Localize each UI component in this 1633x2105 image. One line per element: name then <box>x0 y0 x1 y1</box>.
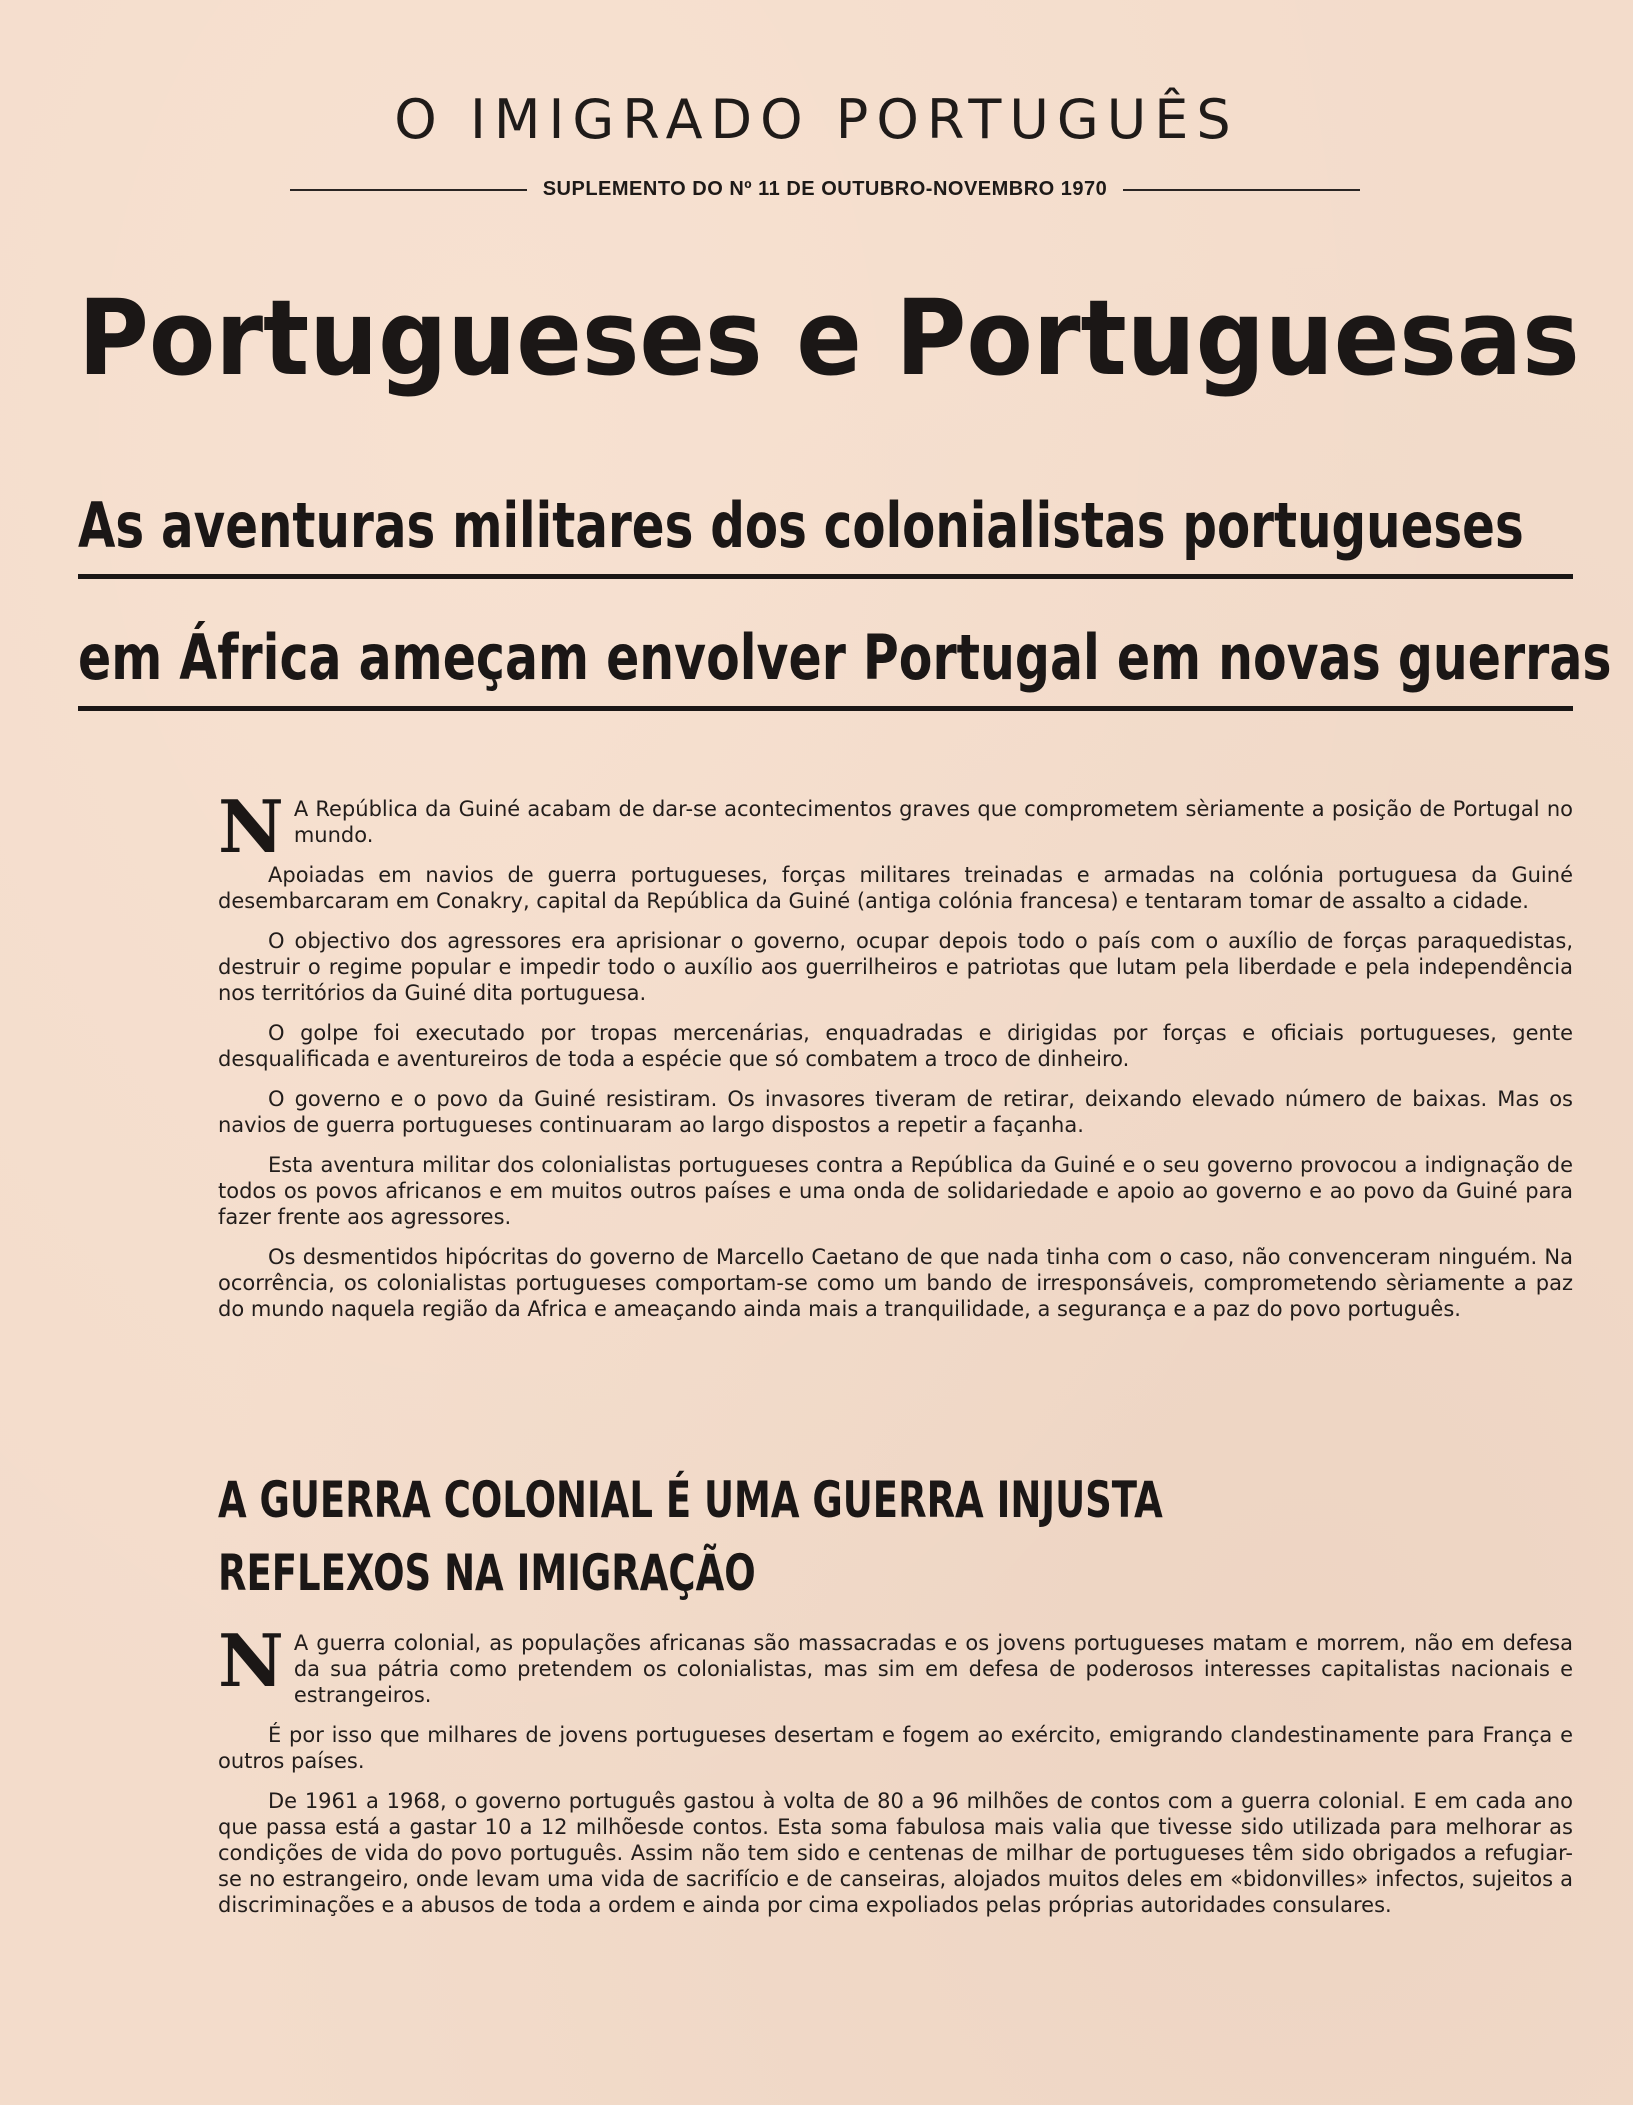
paragraph: O golpe foi executado por tropas mercenárias, enquadradas e dirigidas por forças e oficiais portugueses, gente desqualificada e aventureiros de toda a espécie que só combatem a troco de dinheiro. <box>218 1021 1573 1071</box>
paragraph: De 1961 a 1968, o governo português gastou à volta de 80 a 96 milhões de contos com a guerra colonial. E em cada ano que passa está a gastar 10 a 12 milhõesde contos. Esta soma fabulosa mais valia que tivesse sido utilizada para melhorar as condições de vida do povo português. Assim não tem sido e centenas de milhar de portugueses têm sido obrigados a refugiar-se no estrangeiro, onde levam uma vida de sacrifício e de canseiras, alojados muitos deles em «bidonvilles» infectos, sujeitos a discriminações e a abusos de toda a ordem e ainda por cima expoliados pelas próprias autoridades consulares. <box>218 1789 1573 1917</box>
drop-cap: N <box>218 1618 284 1703</box>
subheadline-rule-2 <box>78 706 1573 711</box>
left-rule <box>290 189 527 191</box>
supplement-line <box>290 178 1360 201</box>
paragraph: O objectivo dos agressores era aprisionar o governo, ocupar depois todo o país com o auxílio de forças paraquedistas, destruir o regime popular e impedir todo o auxílio aos guerrilheiros e patriotas que lutam pela liberdade e pela independência nos territórios da Guiné dita portuguesa. <box>218 929 1573 1005</box>
article-body-2 <box>218 1618 1573 1932</box>
drop-cap: N <box>218 784 284 869</box>
section-heading-line-1: A GUERRA COLONIAL É UMA GUERRA INJUSTA <box>218 1471 1163 1529</box>
supplement-text: SUPLEMENTO DO Nº 11 DE OUTUBRO-NOVEMBRO 1970 <box>542 178 1108 200</box>
right-rule <box>1123 189 1360 191</box>
paragraph: É por isso que milhares de jovens portugueses desertam e fogem ao exército, emigrando clandestinamente para França e outros países. <box>218 1723 1573 1773</box>
paragraph: Esta aventura militar dos colonialistas portugueses contra a República da Guiné e o seu governo provocou a indignação de todos os povos africanos e em muitos outros países e uma onda de solidariedade e apoio ao governo e ao povo da Guiné para fazer frente aos agressores. <box>218 1153 1573 1229</box>
article-body-1 <box>218 784 1573 1336</box>
section-heading-line-2: REFLEXOS NA IMIGRAÇÃO <box>218 1544 756 1602</box>
paragraph: N A guerra colonial, as populações africanas são massacradas e os jovens portugueses matam e morrem, não em defesa da sua pátria como pretendem os colonialistas, mas sim em defesa de poderosos interesses capitalistas nacionais e estrangeiros. <box>218 1618 1573 1707</box>
main-headline: Portugueses e Portuguesas <box>78 277 1580 399</box>
subheadline-line-1: As aventuras militares dos colonialistas portugueses <box>78 489 1524 562</box>
paragraph: Apoiadas em navios de guerra portugueses, forças militares treinadas e armadas na colónia portuguesa da Guiné desembarcaram em Conakry, capital da República da Guiné (antiga colónia francesa) e tentaram tomar de assalto a cidade. <box>218 863 1573 913</box>
paragraph: Os desmentidos hipócritas do governo de Marcello Caetano de que nada tinha com o caso, não convenceram ninguém. Na ocorrência, os colonialistas portugueses comportam-se como um bando de irresponsáveis, comprometendo sèriamente a paz do mundo naquela região da Africa e ameaçando ainda mais a tranquilidade, a segurança e a paz do povo português. <box>218 1245 1573 1321</box>
paragraph: N A República da Guiné acabam de dar-se acontecimentos graves que comprometem sèriamente a posição de Portugal no mundo. <box>218 784 1573 869</box>
masthead-title: O IMIGRADO PORTUGUÊS <box>394 88 1239 151</box>
subheadline-line-2: em África ameçam envolver Portugal em novas guerras <box>78 621 1612 694</box>
paragraph: O governo e o povo da Guiné resistiram. Os invasores tiveram de retirar, deixando elevado número de baixas. Mas os navios de guerra portugueses continuaram ao largo dispostos a repetir a façanha. <box>218 1087 1573 1137</box>
subheadline-rule-1 <box>78 574 1573 579</box>
